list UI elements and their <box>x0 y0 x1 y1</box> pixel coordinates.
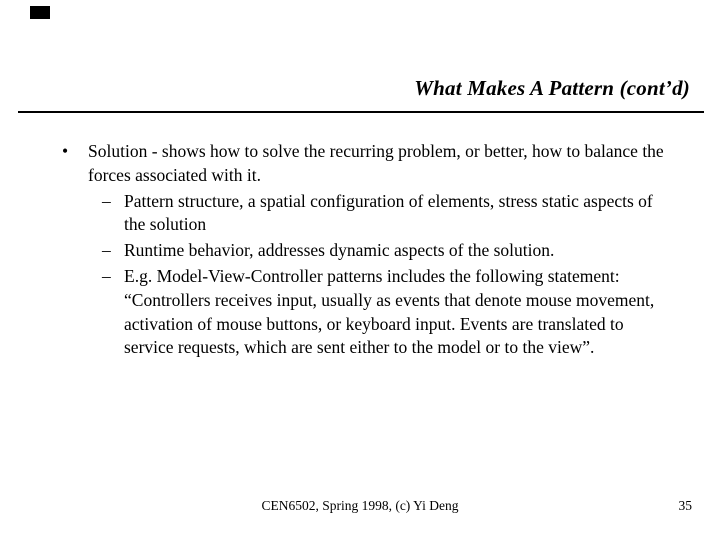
slide-title: What Makes A Pattern (cont’d) <box>414 76 690 100</box>
bullet-item <box>62 140 674 188</box>
sub-bullet-text: Runtime behavior, addresses dynamic aspects of the solution. <box>124 240 555 261</box>
sub-bullet-marker: – <box>102 190 111 211</box>
title-divider <box>18 111 704 113</box>
slide-corner-decoration <box>30 6 50 19</box>
bullet-marker: • <box>62 141 69 161</box>
sub-bullet-marker: – <box>102 265 111 286</box>
sub-bullet-marker: – <box>102 240 111 261</box>
sub-bullet-item <box>102 239 674 263</box>
page-number: 35 <box>678 498 692 513</box>
sub-bullet-text: Pattern structure, a spatial configuration of elements, stress static aspects of the solution <box>124 190 653 235</box>
slide-footer: CEN6502, Spring 1998, (c) Yi Deng <box>261 498 459 513</box>
slide-body <box>62 140 674 362</box>
bullet-text: Solution - shows how to solve the recurring problem, or better, how to balance the forces associated with it. <box>88 141 664 185</box>
sub-bullet-item <box>102 190 674 238</box>
sub-bullet-item <box>102 265 674 360</box>
sub-bullet-text: E.g. Model-View-Controller patterns includes the following statement: “Controllers receives input, usually as events that denote mouse movement, activation of mouse buttons, or keyboard input. Events are translated to service requests, which are sent either to the model or to the view”. <box>124 265 655 358</box>
